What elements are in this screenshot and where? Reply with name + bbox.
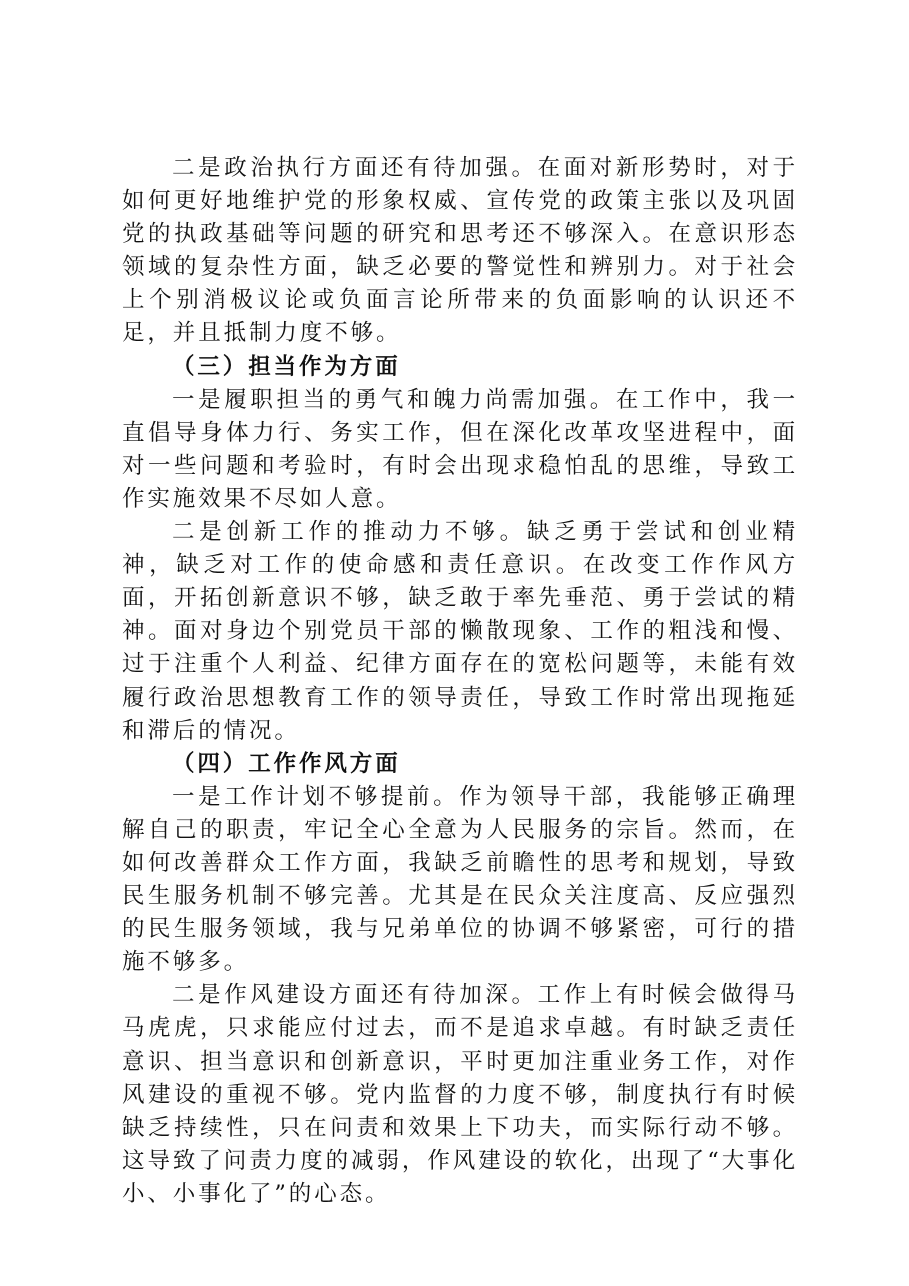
paragraph-innovation: 二是创新工作的推动力不够。缺乏勇于尝试和创业精神，缺乏对工作的使命感和责任意识。在改变工作作风方面，开拓创新意识不够，缺乏敢于率先垂范、勇于尝试的精神。面对身边个别党员干部的懒散现象、工作的粗浅和慢、过于注重个人利益、纪律方面存在的宽松问题等，未能有效履行政治思想教育工作的领导责任，导致工作时常出现拖延和滞后的情况。 — [122, 519, 798, 744]
paragraph-work-plan: 一是工作计划不够提前。作为领导干部，我能够正确理解自己的职责，牢记全心全意为人民服务的宗旨。然而，在如何改善群众工作方面，我缺乏前瞻性的思考和规划，导致民生服务机制不够完善。尤其是在民众关注度高、反应强烈的民生服务领域，我与兄弟单位的协调不够紧密，可行的措施不够多。 — [122, 783, 798, 976]
document-body — [122, 152, 798, 1211]
section-heading-work-style: （四）工作作风方面 — [172, 750, 401, 777]
section-heading-responsibility: （三）担当作为方面 — [172, 353, 401, 380]
paragraph-political-execution: 二是政治执行方面还有待加强。在面对新形势时，对于如何更好地维护党的形象权威、宣传党的政策主张以及巩固党的执政基础等问题的研究和思考还不够深入。在意识形态领域的复杂性方面，缺乏必要的警觉性和辨别力。对于社会上个别消极议论或负面言论所带来的负面影响的认识还不足，并且抵制力度不够。 — [122, 155, 798, 347]
paragraph-style-building: 二是作风建设方面还有待加深。工作上有时候会做得马马虎虎，只求能应付过去，而不是追求卓越。有时缺乏责任意识、担当意识和创新意识，平时更加注重业务工作，对作风建设的重视不够。党内监督的力度不够，制度执行有时候缺乏持续性，只在问责和效果上下功夫，而实际行动不够。这导致了问责力度的减弱，作风建设的软化，出现了“大事化小、小事化了”的心态。 — [122, 982, 798, 1207]
paragraph-courage: 一是履职担当的勇气和魄力尚需加强。在工作中，我一直倡导身体力行、务实工作，但在深化改革攻坚进程中，面对一些问题和考验时，有时会出现求稳怕乱的思维，导致工作实施效果不尽如人意。 — [122, 386, 798, 512]
